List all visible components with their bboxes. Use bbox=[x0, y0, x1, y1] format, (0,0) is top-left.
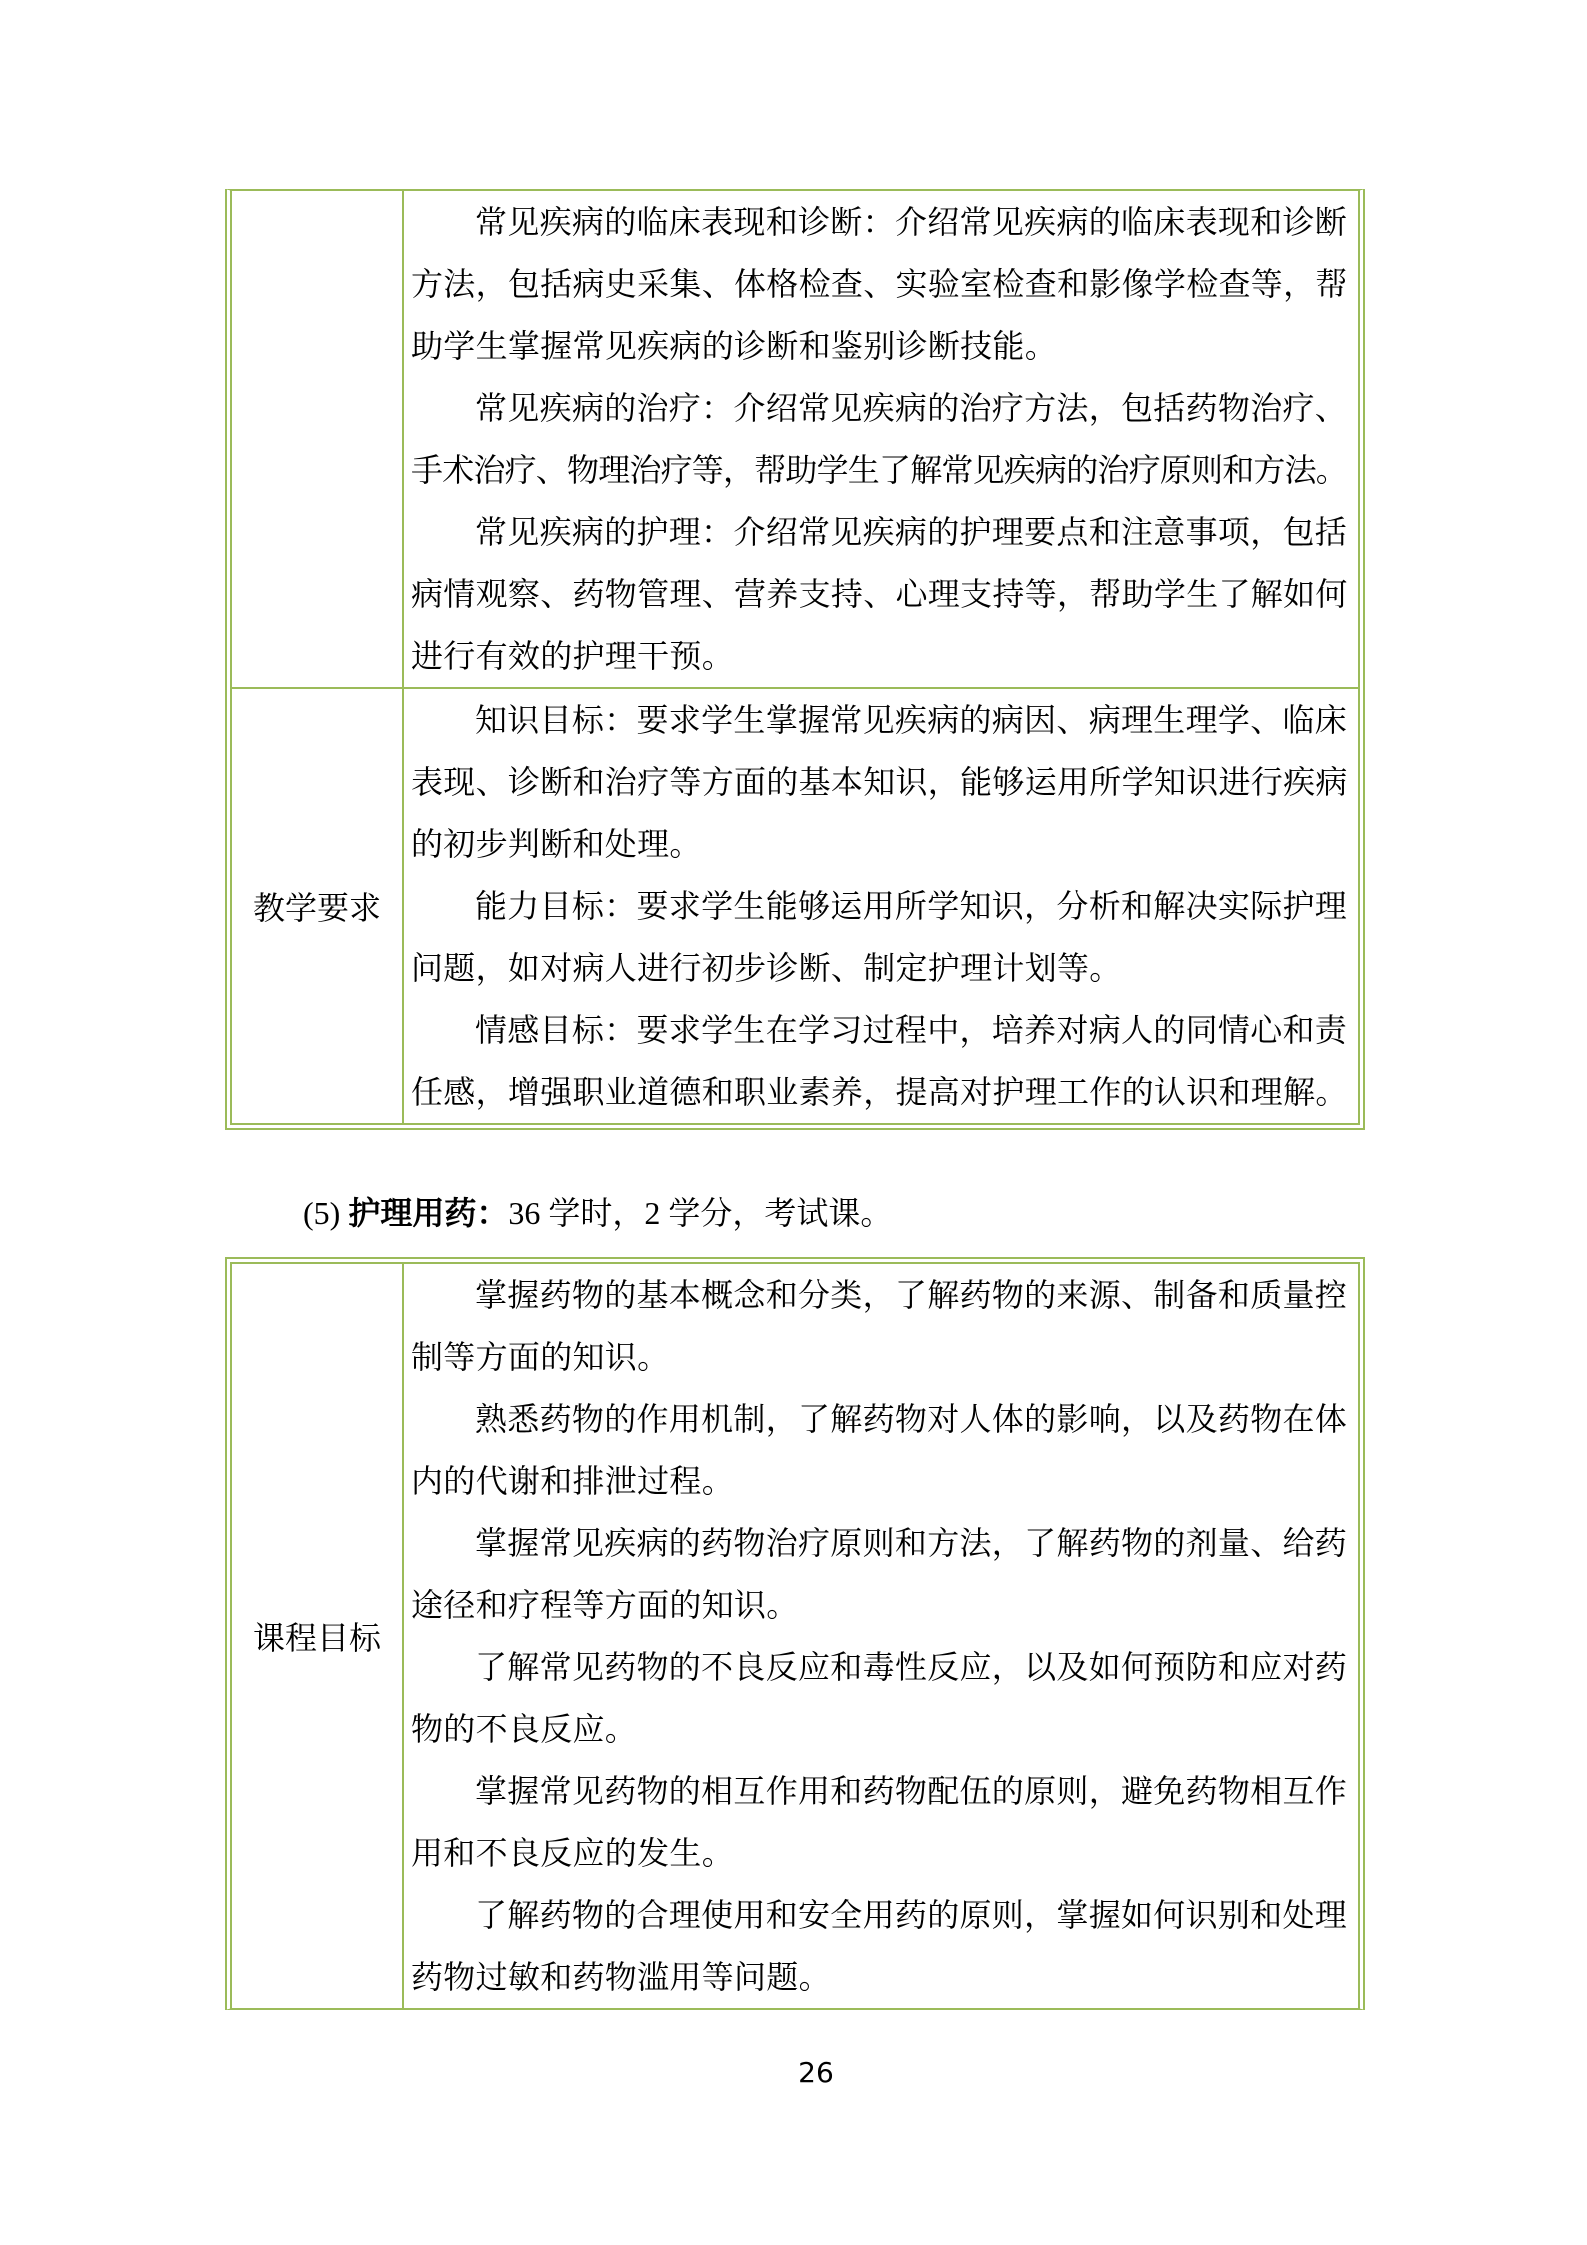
text-line: 的初步判断和处理。 bbox=[411, 826, 702, 862]
course-details: 36 学时，2 学分，考试课。 bbox=[508, 1195, 893, 1231]
text-line: 常见疾病的临床表现和诊断：介绍常见疾病的临床表现和诊断 bbox=[475, 204, 1348, 240]
text-line: 知识目标：要求学生掌握常见疾病的病因、病理生理学、临床 bbox=[475, 702, 1348, 738]
row-content-cell bbox=[404, 191, 1358, 687]
text-line: 途径和疗程等方面的知识。 bbox=[411, 1587, 799, 1623]
text-line: 掌握药物的基本概念和分类，了解药物的来源、制备和质量控 bbox=[475, 1277, 1348, 1313]
text-line: 任感，增强职业道德和职业素养，提高对护理工作的认识和理解。 bbox=[411, 1074, 1348, 1110]
text-line: 能力目标：要求学生能够运用所学知识，分析和解决实际护理 bbox=[475, 888, 1348, 924]
text-line: 助学生掌握常见疾病的诊断和鉴别诊断技能。 bbox=[411, 328, 1058, 364]
row-label-cell-empty bbox=[232, 191, 404, 687]
text-line: 方法，包括病史采集、体格检查、实验室检查和影像学检查等，帮 bbox=[411, 266, 1348, 302]
text-line: 制等方面的知识。 bbox=[411, 1339, 670, 1375]
text-line: 了解药物的合理使用和安全用药的原则，掌握如何识别和处理 bbox=[475, 1897, 1348, 1933]
row-content-cell bbox=[404, 1264, 1358, 2008]
text-line: 药物过敏和药物滥用等问题。 bbox=[411, 1959, 831, 1995]
page-number: 26 bbox=[798, 2056, 834, 2089]
text-line: 物的不良反应。 bbox=[411, 1711, 638, 1747]
section-heading bbox=[303, 1192, 892, 1234]
course-objectives-table bbox=[225, 1257, 1365, 2010]
text-line: 常见疾病的治疗：介绍常见疾病的治疗方法，包括药物治疗、 bbox=[475, 390, 1348, 426]
text-line: 了解常见药物的不良反应和毒性反应，以及如何预防和应对药 bbox=[475, 1649, 1348, 1685]
text-line: 掌握常见疾病的药物治疗原则和方法，了解药物的剂量、给药 bbox=[475, 1525, 1348, 1561]
row-content-cell bbox=[404, 689, 1358, 1123]
text-line: 熟悉药物的作用机制，了解药物对人体的影响，以及药物在体 bbox=[475, 1401, 1348, 1437]
text-line: 常见疾病的护理：介绍常见疾病的护理要点和注意事项，包括 bbox=[475, 514, 1348, 550]
text-line: 手术治疗、物理治疗等，帮助学生了解常见疾病的治疗原则和方法。 bbox=[411, 452, 1348, 488]
text-line: 用和不良反应的发生。 bbox=[411, 1835, 735, 1871]
text-line: 内的代谢和排泄过程。 bbox=[411, 1463, 735, 1499]
text-line: 掌握常见药物的相互作用和药物配伍的原则，避免药物相互作 bbox=[475, 1773, 1348, 1809]
section-number: (5) bbox=[303, 1195, 349, 1231]
table-row bbox=[232, 1264, 1358, 2008]
text-line: 问题，如对病人进行初步诊断、制定护理计划等。 bbox=[411, 950, 1122, 986]
course-title: 护理用药： bbox=[348, 1195, 509, 1231]
text-line: 表现、诊断和治疗等方面的基本知识，能够运用所学知识进行疾病 bbox=[411, 764, 1348, 800]
text-line: 进行有效的护理干预。 bbox=[411, 638, 735, 674]
text-line: 情感目标：要求学生在学习过程中，培养对病人的同情心和责 bbox=[475, 1012, 1348, 1048]
text-line: 病情观察、药物管理、营养支持、心理支持等，帮助学生了解如何 bbox=[411, 576, 1348, 612]
table-row bbox=[232, 191, 1358, 689]
table-row bbox=[232, 689, 1358, 1123]
row-label-teaching-requirements: 教学要求 bbox=[232, 689, 404, 1123]
teaching-requirements-table bbox=[225, 189, 1365, 1130]
row-label-course-objectives: 课程目标 bbox=[232, 1264, 404, 2008]
